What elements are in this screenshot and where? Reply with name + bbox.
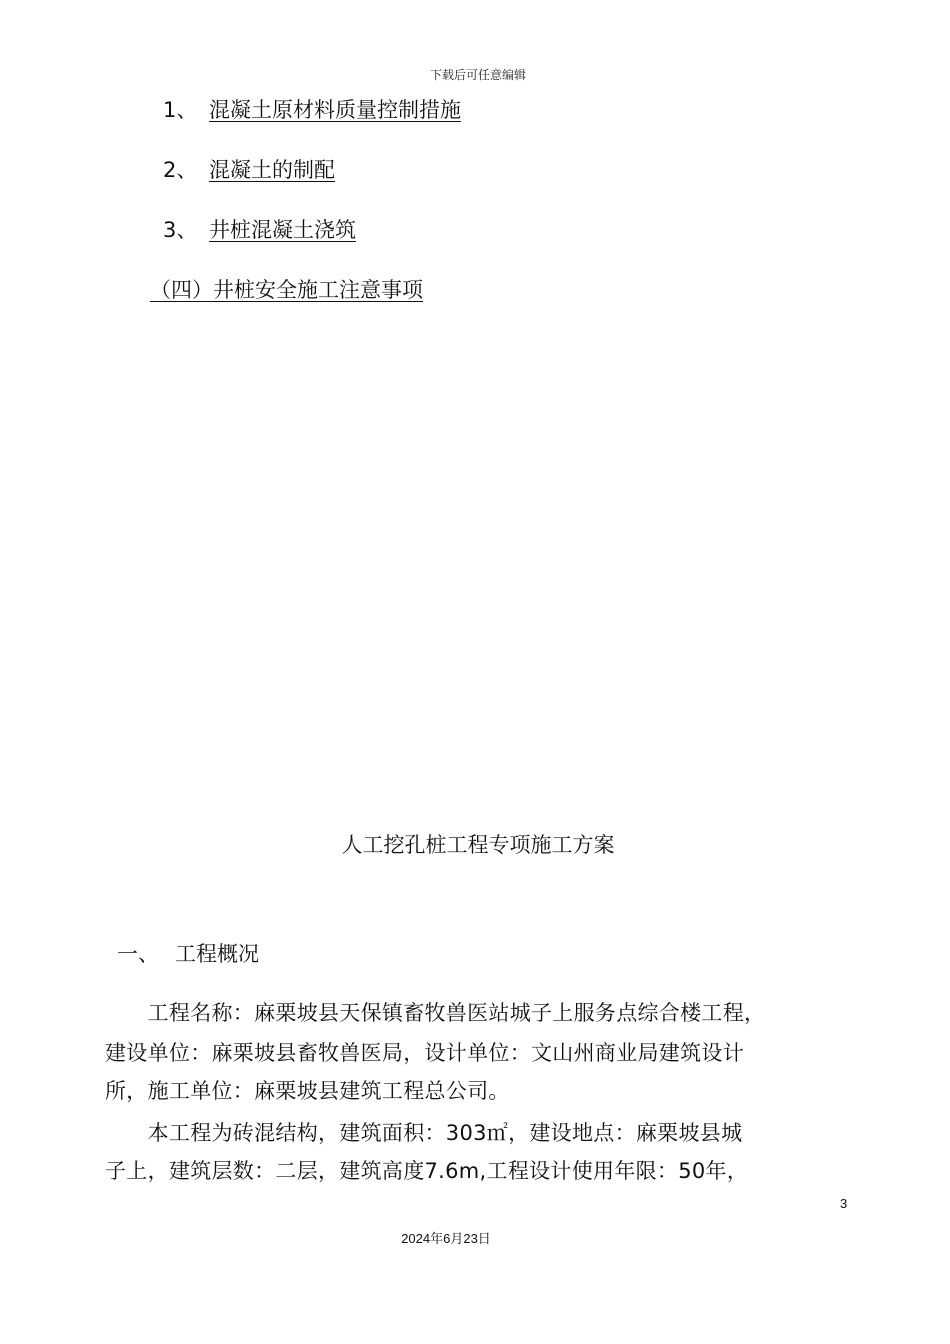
footer-date: 2024年6月23日 [401, 1231, 491, 1246]
toc-item-label: 混凝土原材料质量控制措施 [209, 98, 461, 122]
paragraph-line: 所，施工单位：麻栗坡县建筑工程总公司。 [105, 1079, 510, 1103]
document-title: 人工挖孔桩工程专项施工方案 [341, 833, 615, 857]
toc-item-label: 混凝土的制配 [209, 158, 335, 182]
toc-item-number: 3、 [163, 218, 198, 242]
header-note: 下载后可任意编辑 [429, 68, 526, 82]
page-number: 3 [840, 1196, 848, 1211]
paragraph-line: 工程名称：麻栗坡县天保镇畜牧兽医站城子上服务点综合楼工程， [105, 1001, 766, 1025]
toc-item-number: 2、 [163, 158, 198, 182]
paragraph-line: 建设单位：麻栗坡县畜牧兽医局，设计单位：文山州商业局建筑设计 [105, 1041, 744, 1065]
toc-item-number: 1、 [163, 98, 198, 122]
paragraph-line: 本工程为砖混结构，建筑面积：303㎡，建设地点：麻栗坡县城 [105, 1121, 743, 1145]
toc-item-label: 井桩混凝土浇筑 [209, 218, 356, 242]
paragraph-line: 子上，建筑层数：二层，建筑高度7.6m,工程设计使用年限：50年， [105, 1159, 749, 1183]
toc-section-four[interactable]: （四）井桩安全施工注意事项 [150, 278, 423, 302]
toc-item-1[interactable] [163, 97, 461, 123]
section-label: 工程概况 [175, 942, 259, 966]
section-number: 一、 [117, 942, 159, 966]
section-heading-overview [117, 938, 259, 968]
toc-item-2[interactable] [163, 157, 335, 183]
toc-item-3[interactable] [163, 217, 356, 243]
